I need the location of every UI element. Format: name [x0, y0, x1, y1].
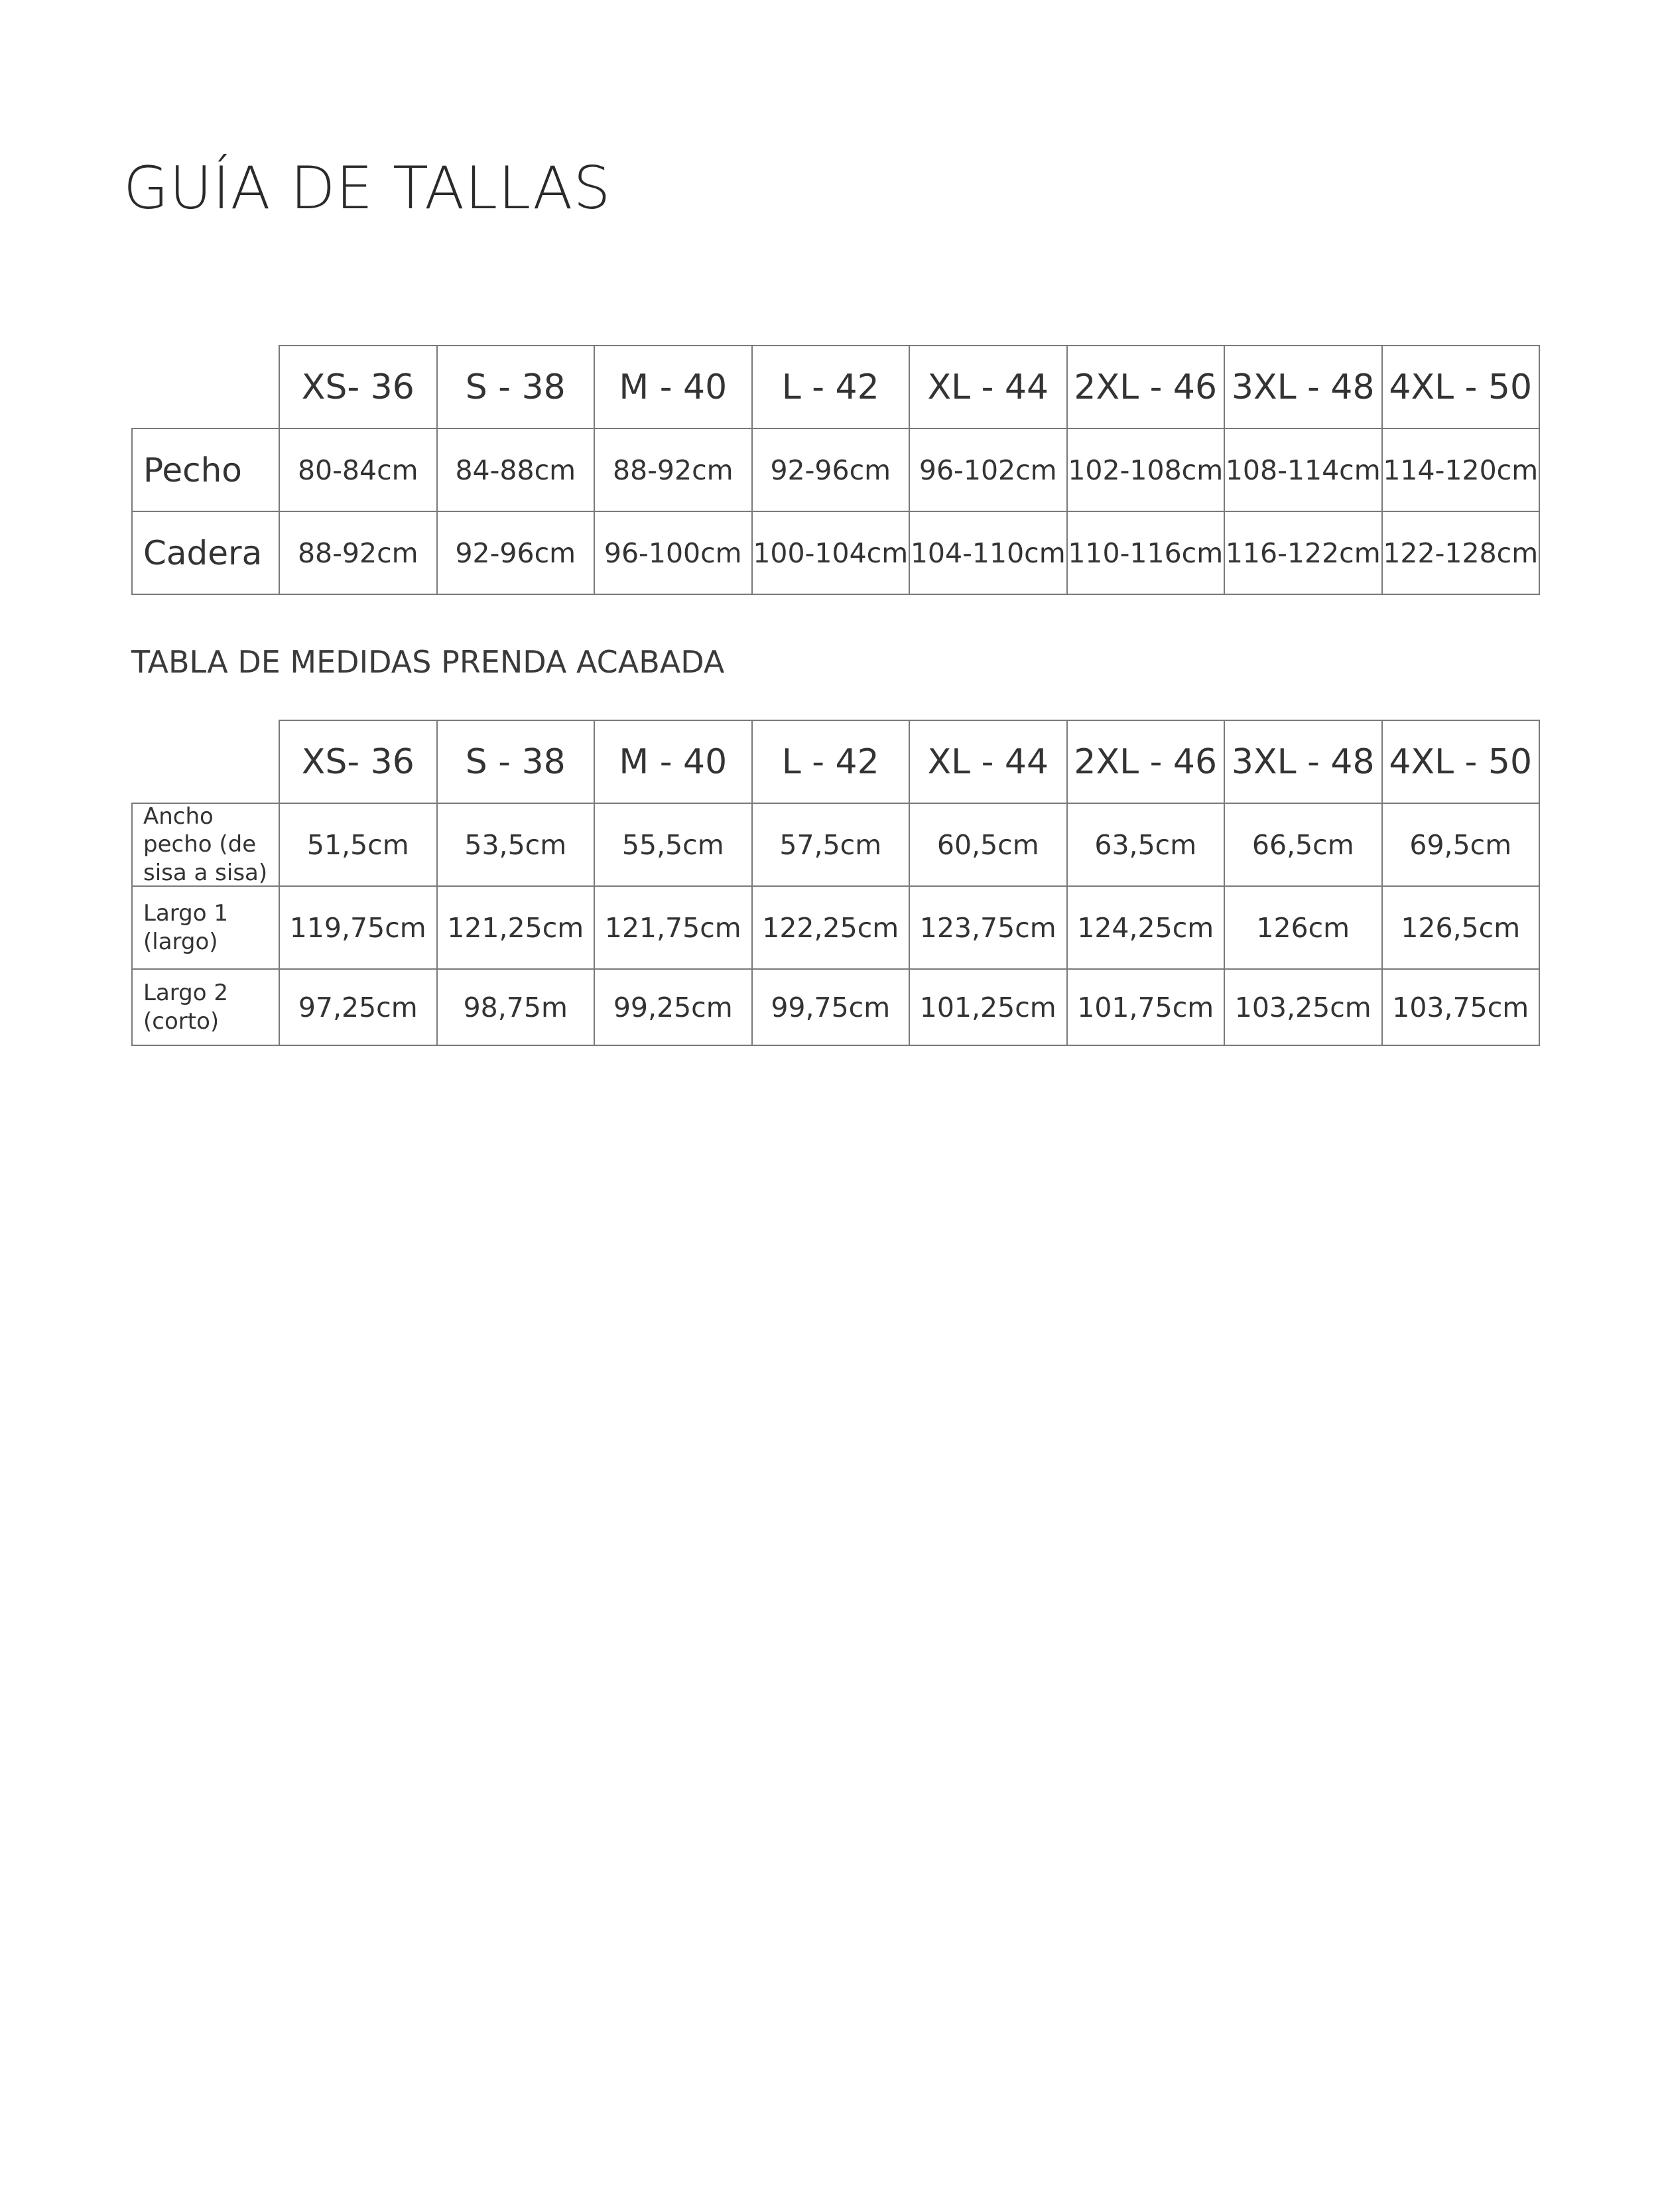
value-cell: 99,75cm — [751, 968, 911, 1046]
value-cell: 92-96cm — [751, 428, 911, 512]
size-header-cell: M - 40 — [594, 720, 753, 804]
value-cell: 101,25cm — [909, 968, 1068, 1046]
value-cell: 124,25cm — [1066, 885, 1226, 970]
value-cell: 103,75cm — [1381, 968, 1541, 1046]
value-cell: 101,75cm — [1066, 968, 1226, 1046]
row-label-line: sisa a sisa) — [143, 859, 268, 886]
size-header-cell: L - 42 — [751, 720, 911, 804]
size-header-cell: 2XL - 46 — [1066, 345, 1226, 429]
size-header-cell: 4XL - 50 — [1381, 720, 1541, 804]
value-cell: 102-108cm — [1066, 428, 1226, 512]
value-cell: 57,5cm — [751, 803, 911, 887]
value-cell: 69,5cm — [1381, 803, 1541, 887]
size-header-cell: 3XL - 48 — [1224, 345, 1383, 429]
row-label-line: pecho (de — [143, 831, 257, 858]
row-label-line: Largo 2 — [143, 980, 228, 1006]
row-label-cell — [131, 968, 280, 1046]
value-cell: 103,25cm — [1224, 968, 1383, 1046]
value-cell: 96-102cm — [909, 428, 1068, 512]
row-label-cell: Cadera — [131, 511, 280, 595]
value-cell: 60,5cm — [909, 803, 1068, 887]
size-header-cell: L - 42 — [751, 345, 911, 429]
value-cell: 126cm — [1224, 885, 1383, 970]
value-cell: 119,75cm — [279, 885, 438, 970]
value-cell: 63,5cm — [1066, 803, 1226, 887]
value-cell: 53,5cm — [436, 803, 596, 887]
value-cell: 110-116cm — [1066, 511, 1226, 595]
size-header-cell: S - 38 — [436, 720, 596, 804]
value-cell: 104-110cm — [909, 511, 1068, 595]
value-cell: 121,25cm — [436, 885, 596, 970]
value-cell: 100-104cm — [751, 511, 911, 595]
value-cell: 92-96cm — [436, 511, 596, 595]
row-label-line: (largo) — [143, 928, 218, 955]
value-cell: 116-122cm — [1224, 511, 1383, 595]
row-label-cell — [131, 803, 280, 887]
value-cell: 123,75cm — [909, 885, 1068, 970]
value-cell: 96-100cm — [594, 511, 753, 595]
value-cell: 126,5cm — [1381, 885, 1541, 970]
value-cell: 121,75cm — [594, 885, 753, 970]
value-cell: 88-92cm — [279, 511, 438, 595]
size-header-cell: XL - 44 — [909, 720, 1068, 804]
size-header-cell: S - 38 — [436, 345, 596, 429]
row-label-line: Ancho — [143, 803, 214, 830]
finished-garment-title: TABLA DE MEDIDAS PRENDA ACABADA — [131, 644, 725, 680]
size-header-cell: 4XL - 50 — [1381, 345, 1541, 429]
size-header-cell: 3XL - 48 — [1224, 720, 1383, 804]
value-cell: 55,5cm — [594, 803, 753, 887]
size-header-cell: XS- 36 — [279, 720, 438, 804]
size-header-cell: 2XL - 46 — [1066, 720, 1226, 804]
row-label-line: Largo 1 — [143, 900, 228, 927]
page-title: GUÍA DE TALLAS — [123, 154, 611, 222]
value-cell: 97,25cm — [279, 968, 438, 1046]
value-cell: 80-84cm — [279, 428, 438, 512]
row-label-cell — [131, 885, 280, 970]
size-header-cell: M - 40 — [594, 345, 753, 429]
row-label-cell: Pecho — [131, 428, 280, 512]
value-cell: 108-114cm — [1224, 428, 1383, 512]
value-cell: 66,5cm — [1224, 803, 1383, 887]
value-cell: 122-128cm — [1381, 511, 1541, 595]
row-label-line: (corto) — [143, 1008, 220, 1035]
value-cell: 84-88cm — [436, 428, 596, 512]
value-cell: 98,75m — [436, 968, 596, 1046]
value-cell: 88-92cm — [594, 428, 753, 512]
size-header-cell: XS- 36 — [279, 345, 438, 429]
value-cell: 122,25cm — [751, 885, 911, 970]
value-cell: 99,25cm — [594, 968, 753, 1046]
size-header-cell: XL - 44 — [909, 345, 1068, 429]
value-cell: 114-120cm — [1381, 428, 1541, 512]
value-cell: 51,5cm — [279, 803, 438, 887]
